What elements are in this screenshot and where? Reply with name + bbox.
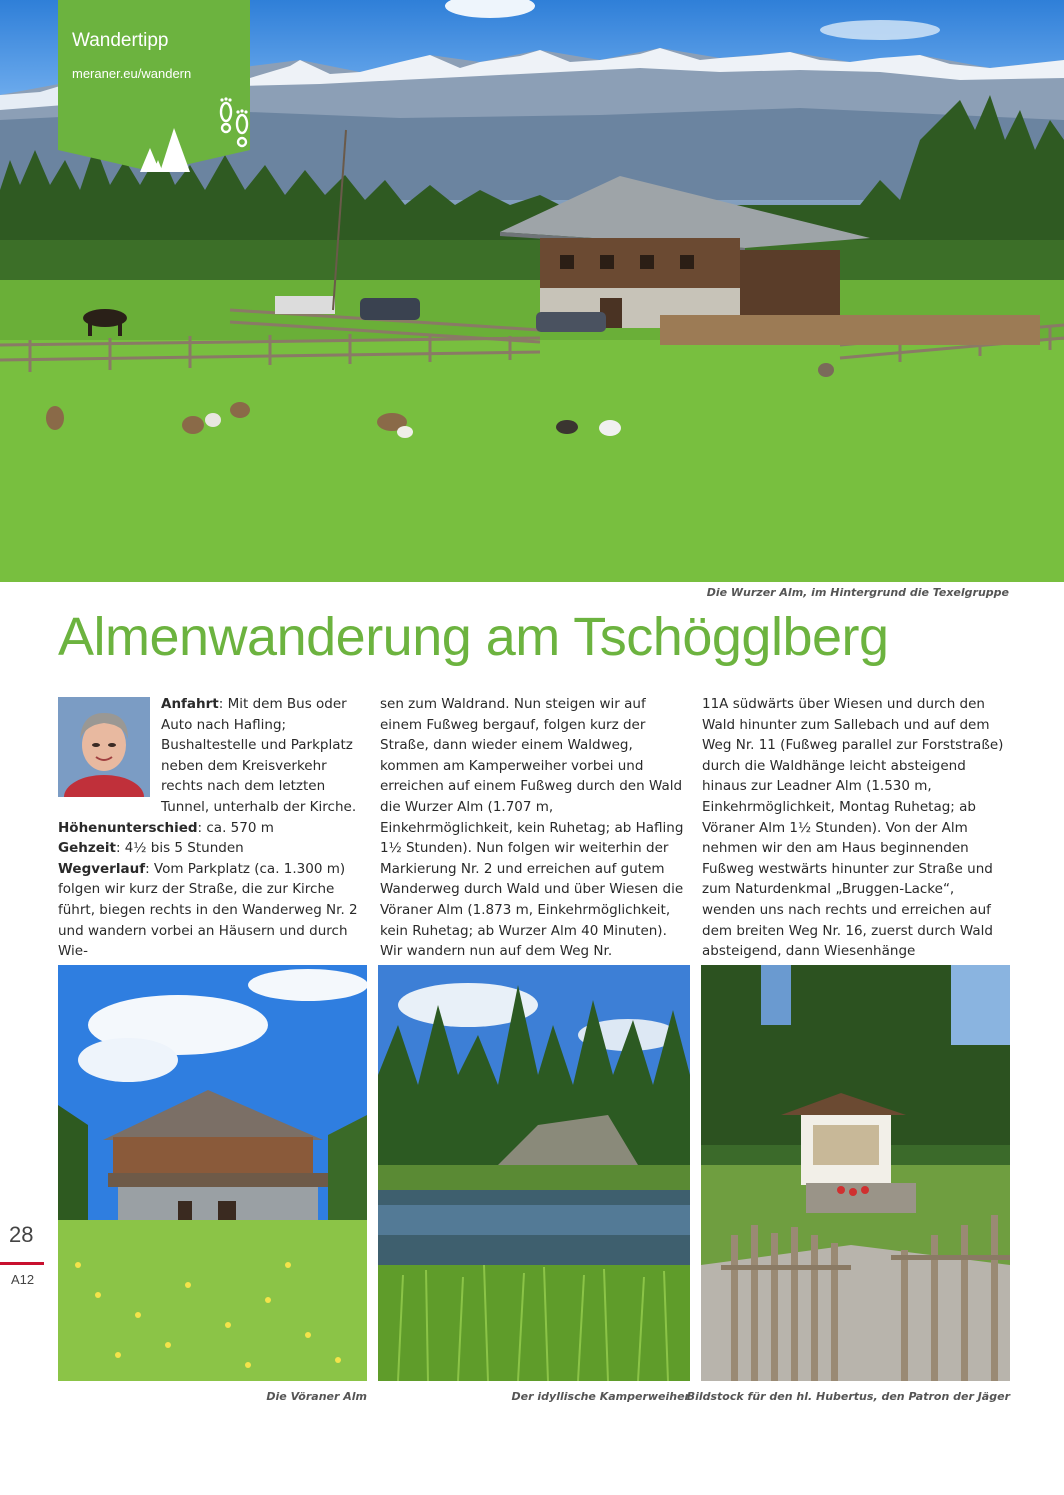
hero-caption: Die Wurzer Alm, im Hintergrund die Texelgruppe [706,586,1009,599]
kamperweiher-illustration [378,965,690,1381]
photo-bildstock [701,965,1010,1381]
text-column-2 [380,694,690,962]
gehzeit-label: Gehzeit [58,840,116,857]
column-2-text: sen zum Waldrand. Nun steigen wir auf einem Fußweg bergauf, folgen kurz der Straße, dann wieder einem Waldweg, kommen am Kamperweiher vorbei und erreichen auf einem Fußweg durch den Wald die Wurzer Alm (1.707 m, Einkehrmöglichkeit, kein Ruhetag; ab Hafling 1½ Stunden). Nun folgen wir weiterhin der Markierung Nr. 2 und erreichen auf gutem Wanderweg durch Wald und über Wiesen die Vöraner Alm (1.873 m, Einkehrmöglichkeit, kein Ruhetag; ab Wurzer Alm 40 Minuten). Wir wandern nun auf dem Weg Nr. [380,696,684,960]
text-column-3 [702,694,1010,962]
gehzeit-text: : 4½ bis 5 Stunden [115,840,244,857]
anfahrt-text: : Mit dem Bus oder Auto nach Hafling; Bushaltestelle und Parkplatz neben dem Kreisverkehr rechts nach dem letzten Tunnel, unterhalb der Kirche. [161,696,357,815]
tab-shape [58,0,250,172]
photo-2-caption: Der idyllische Kamperweiher [511,1390,690,1403]
page-number-rule [0,1262,44,1265]
photo-1-caption: Die Vöraner Alm [266,1390,367,1403]
page-number: 28 [9,1222,34,1247]
tab-url[interactable]: meraner.eu/wandern [72,66,192,81]
photo-kamperweiher [378,965,690,1381]
column-3-text: 11A südwärts über Wiesen und durch den Wald hinunter zum Sallebach und auf dem Weg Nr. 11 (Fußweg parallel zur Forststraße) durch die Waldhänge leicht absteigend hinaus zur Leadner Alm (1.530 m, Einkehrmöglichkeit, Montag Ruhetag; ab Vöraner Alm 1½ Stunden). Von der Alm nehmen wir den am Haus beginnenden Fußweg westwärts hinunter zur Straße und zum Naturdenkmal „Bruggen-Lacke“, wenden uns nach rechts und erreichen auf dem breiten Weg Nr. 16, zuerst durch Wald absteigend, dann Wiesenhänge [702,696,1004,960]
anfahrt-label: Anfahrt [161,696,219,712]
photo-3-caption: Bildstock für den hl. Hubertus, den Patron der Jäger [686,1390,1010,1403]
hoehe-text: : ca. 570 m [197,819,274,836]
voraner-alm-illustration [58,965,367,1381]
wegverlauf-text: : Vom Parkplatz (ca. 1.300 m) folgen wir kurz der Straße, die zur Kirche führt, biegen rechts in den Wanderweg Nr. 2 und wandern vorbei an Häusern und durch Wie- [58,860,358,960]
edition-label: A12 [11,1272,35,1287]
hoehe-label: Höhenunterschied [58,819,198,836]
tab-title: Wandertipp [72,30,169,51]
text-column-1 [58,694,370,962]
wegverlauf-label: Wegverlauf [58,860,146,877]
photo-voraner-alm [58,965,367,1381]
wandertipp-tab [58,0,250,172]
article-title: Almenwanderung am Tschögglberg [58,607,889,667]
bildstock-illustration [701,965,1010,1381]
